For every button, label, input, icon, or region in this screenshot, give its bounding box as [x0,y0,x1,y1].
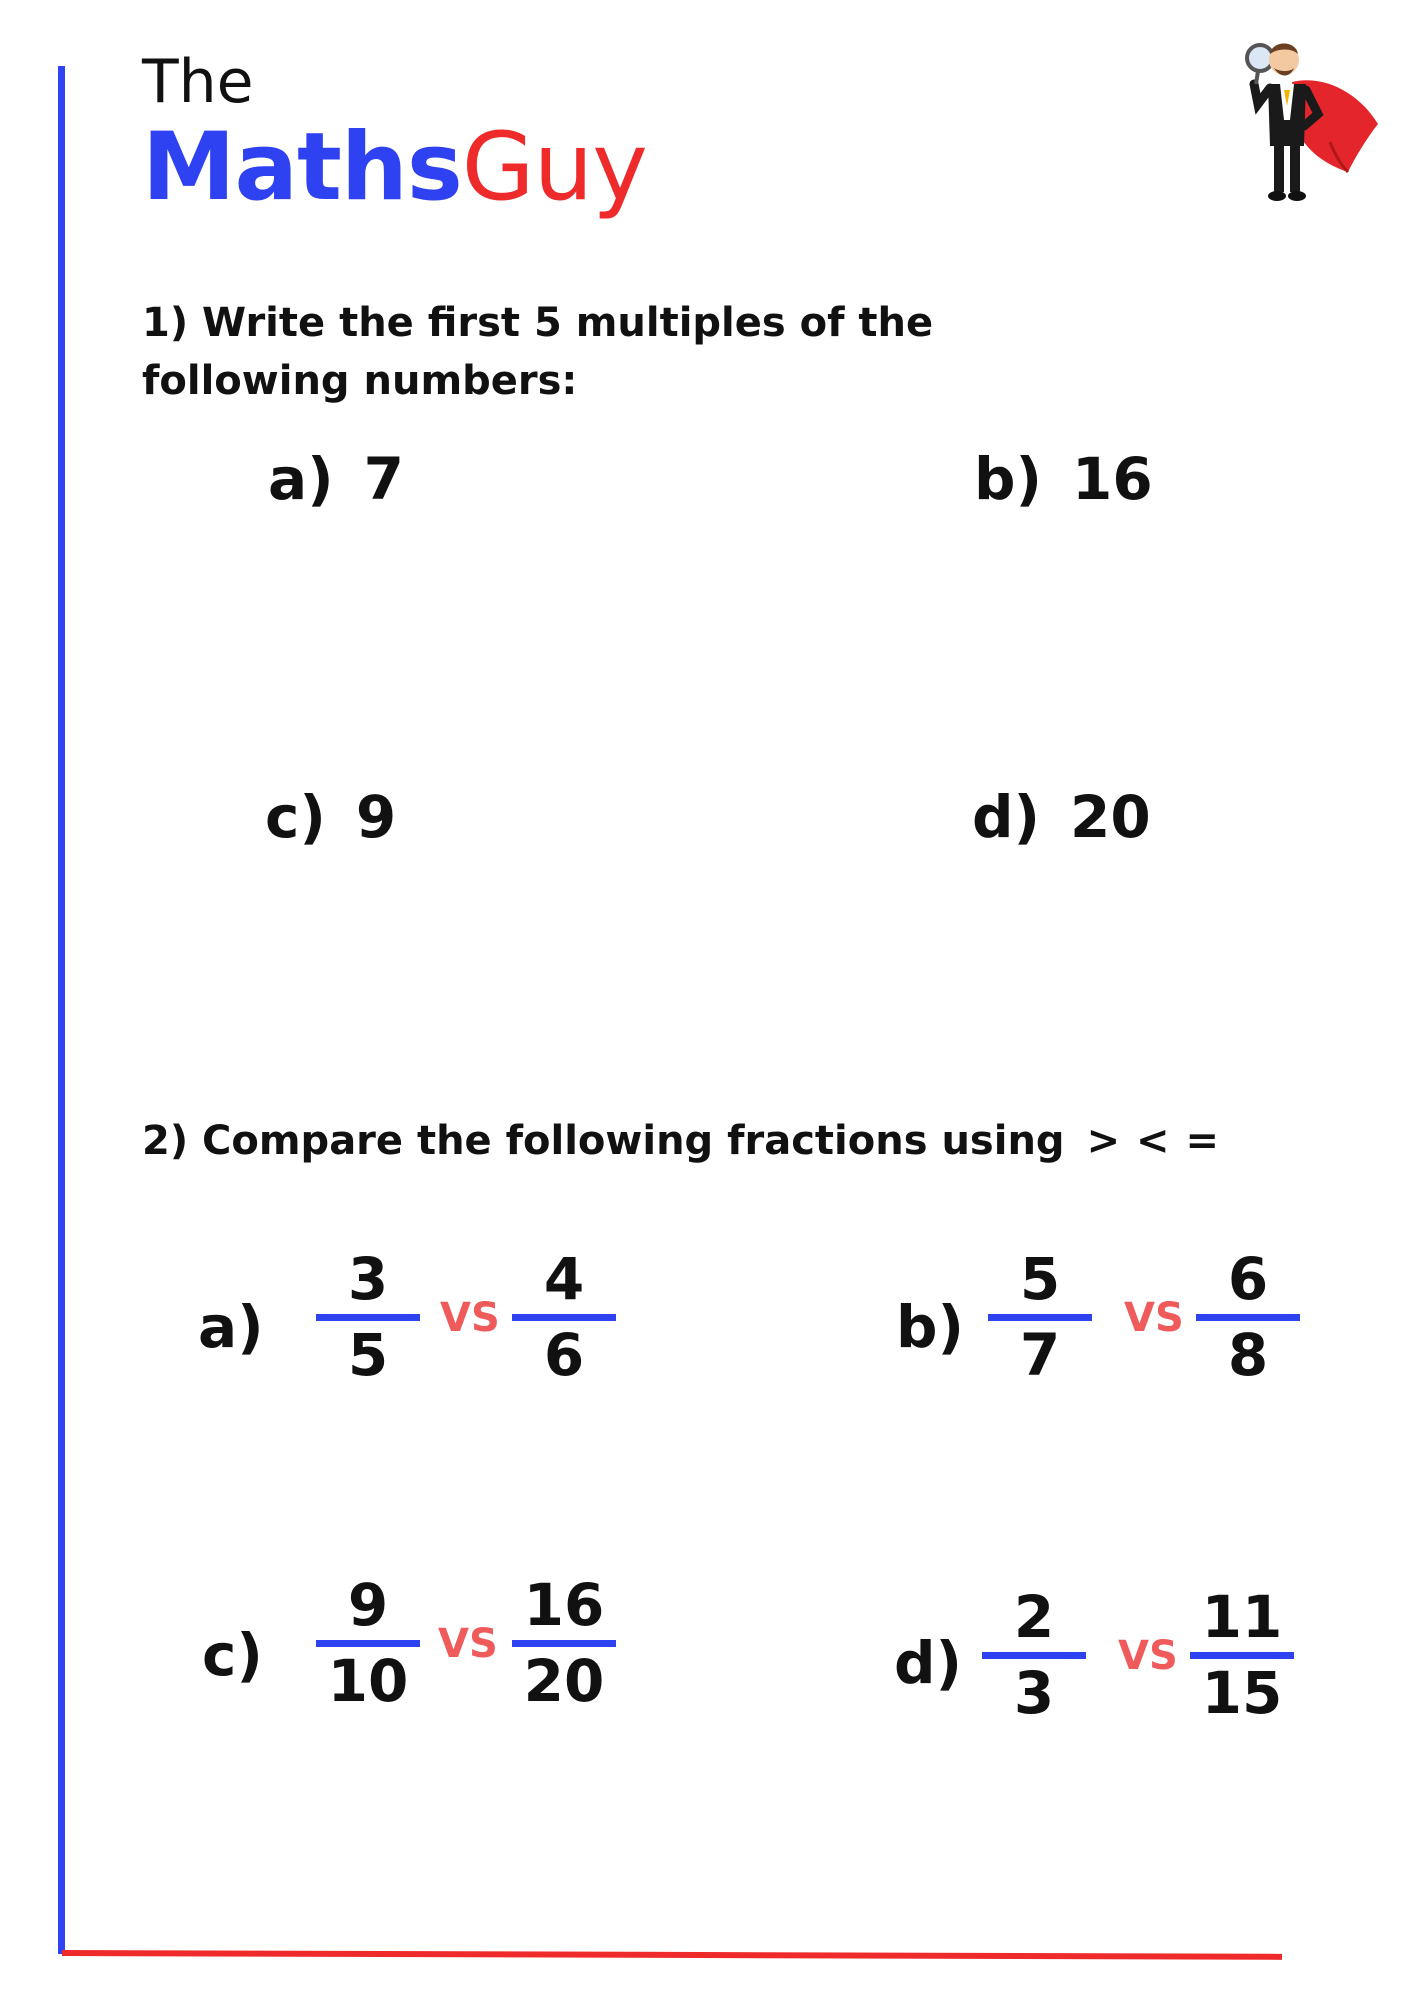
q1-item-number: 9 [355,783,397,851]
fraction-bar [512,1640,616,1647]
q1-item-label: a) [268,445,334,513]
numerator: 6 [1227,1245,1269,1313]
q1-item-d [972,783,1151,851]
q2-c-left-fraction [316,1571,420,1716]
fraction-bar [1196,1314,1300,1321]
logo-guy-text: Guy [461,113,647,222]
fraction-bar [988,1314,1092,1321]
left-border-line [58,66,65,1954]
denominator: 5 [347,1321,389,1389]
question-1-prompt [142,294,942,410]
denominator: 10 [327,1647,409,1715]
q1-item-c [265,783,397,851]
q1-item-number: 7 [363,445,405,513]
denominator: 3 [1013,1659,1055,1727]
q2-a-right-fraction [512,1245,616,1390]
numerator: 11 [1201,1583,1283,1651]
denominator: 8 [1227,1321,1269,1389]
question-2-text: 2) Compare the following fractions using [142,1118,1065,1164]
q2-d-left-fraction [982,1583,1086,1728]
numerator: 5 [1019,1245,1061,1313]
q1-item-number: 20 [1070,783,1151,851]
q1-item-label: c) [265,783,326,851]
numerator: 3 [347,1245,389,1313]
vs-label: VS [1124,1295,1184,1341]
denominator: 6 [543,1321,585,1389]
vs-label: VS [1118,1633,1178,1679]
fraction-bar [982,1652,1086,1659]
q2-item-a-label: a) [198,1293,264,1361]
fraction-bar [316,1314,420,1321]
q1-item-number: 16 [1072,445,1153,513]
fraction-bar [316,1640,420,1647]
question-2-prompt [142,1112,1242,1170]
q2-item-d-label: d) [894,1629,963,1697]
q1-item-label: b) [974,445,1043,513]
comparison-symbols: > < = [1086,1118,1219,1164]
fraction-bar [512,1314,616,1321]
logo-the-text: The [142,47,254,117]
q2-c-right-fraction [512,1571,616,1716]
q2-item-b-label: b) [896,1293,965,1361]
q2-a-left-fraction [316,1245,420,1390]
fraction-bar [1190,1652,1294,1659]
logo-mathsguy [142,113,647,222]
vs-label: VS [440,1295,500,1341]
q1-item-b [974,445,1153,513]
numerator: 4 [543,1245,585,1313]
denominator: 20 [523,1647,605,1715]
q2-d-right-fraction [1190,1583,1294,1728]
q2-item-c-label: c) [202,1621,263,1689]
denominator: 7 [1019,1321,1061,1389]
vs-label: VS [438,1621,498,1667]
q1-item-a [268,445,405,513]
q1-item-label: d) [972,783,1041,851]
question-1-line-1: 1) Write the first 5 multiples of the [142,300,934,346]
question-1-line-2: following numbers: [142,358,578,404]
logo-maths-text: Maths [142,113,462,222]
superhero-mascot-icon [1230,34,1380,209]
numerator: 16 [523,1571,605,1639]
q2-b-right-fraction [1196,1245,1300,1390]
q2-b-left-fraction [988,1245,1092,1390]
denominator: 15 [1201,1659,1283,1727]
numerator: 9 [347,1571,389,1639]
numerator: 2 [1013,1583,1055,1651]
bottom-border-line [62,1950,1282,1960]
